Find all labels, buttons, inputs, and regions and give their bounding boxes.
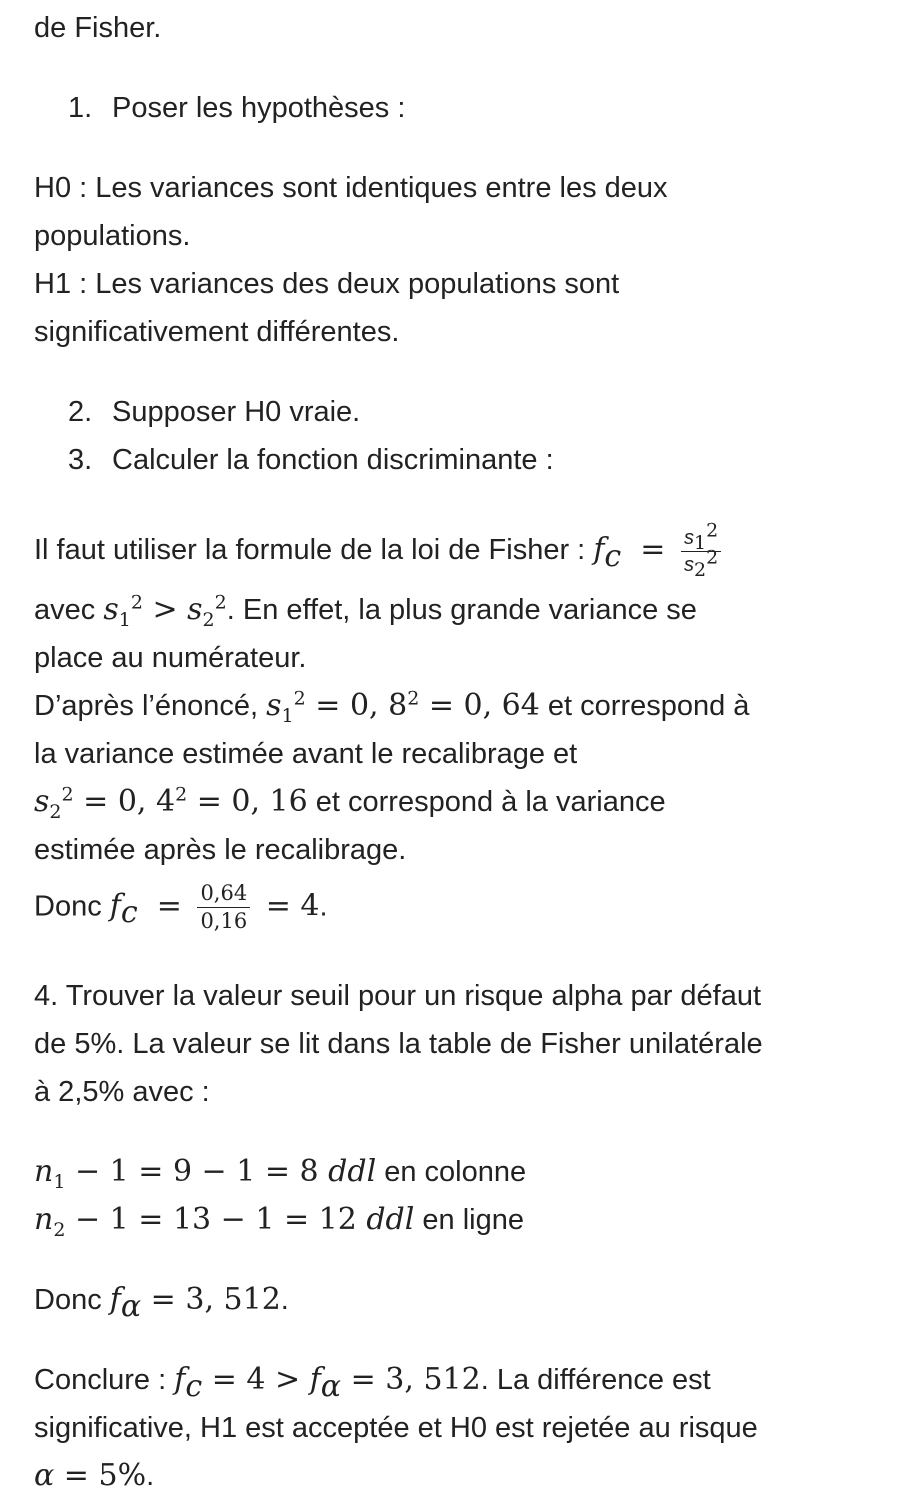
- conclusion-line-2: significative, H1 est acceptée et H0 est rejetée au risque: [34, 1412, 758, 1444]
- conclusion: [34, 1356, 884, 1500]
- step-4: 4. Trouver la valeur seuil pour un risque alpha par défaut de 5%. La valeur se lit dans la table de Fisher unilatérale à 2,5% avec :: [34, 980, 763, 1108]
- intro-end: de Fisher.: [34, 12, 162, 44]
- numerateur-line: place au numérateur.: [34, 642, 307, 674]
- fisher-formula-fraction: $\frac{s_1^2}{s_2^2}$: [681, 527, 721, 576]
- fc-result-line: Donc $f_c$ = $\frac{0,64}{0,16}$ = 4.: [34, 881, 328, 934]
- fc-fraction: $\frac{0,64}{0,16}$: [197, 882, 250, 933]
- h1-continuation: significativement différentes.: [34, 316, 400, 348]
- step-2: 2. Supposer H0 vraie.: [68, 396, 361, 428]
- avec-line: avec $s_1^2 > s_2^2$. En effet, la plus grande variance se: [34, 591, 697, 631]
- conclusion-line-1: Conclure : $f_c = 4 > f_\alpha = 3$, 512. La différence est: [34, 1362, 711, 1404]
- explanation: [34, 586, 884, 874]
- steps-2-3: [68, 388, 914, 484]
- step-1-number: 1.: [68, 92, 93, 124]
- falpha-line: Donc $f_\alpha = 3$, 512.: [34, 1282, 289, 1324]
- n2-line: $n_2 - 1 = 13 - 1 = 12$ ddl en ligne: [34, 1202, 524, 1241]
- h0-continuation: populations.: [34, 220, 191, 252]
- formula-line: Il faut utiliser la formule de la loi de Fisher : $f_c$ = $\frac{s_1^2}{s_2^2}$: [34, 526, 884, 576]
- n1-line: $n_1 - 1 = 9 - 1 = 8$ ddl en colonne: [34, 1154, 527, 1193]
- step-1-text: Poser les hypothèses :: [112, 92, 406, 124]
- h0-line: H0 : Les variances sont identiques entre les deux: [34, 172, 668, 204]
- s2-line: $s_2^2 = 0$, $4^2 = 0$, 16 et correspond à la variance: [34, 783, 666, 823]
- variance-avant-line: la variance estimée avant le recalibrage et: [34, 738, 578, 770]
- step-3: 3. Calculer la fonction discriminante :: [68, 444, 554, 476]
- conclusion-line-3: α = 5%.: [34, 1458, 155, 1493]
- variance-apres-line: estimée après le recalibrage.: [34, 834, 407, 866]
- dapres-line: D’après l’énoncé, $s_1^2 = 0$, $8^2 = 0$, 64 et correspond à: [34, 687, 750, 727]
- hypotheses: [34, 164, 884, 356]
- step-1: [68, 84, 914, 132]
- h1-line: H1 : Les variances des deux populations sont: [34, 268, 620, 300]
- degrees-of-freedom: [34, 1148, 884, 1244]
